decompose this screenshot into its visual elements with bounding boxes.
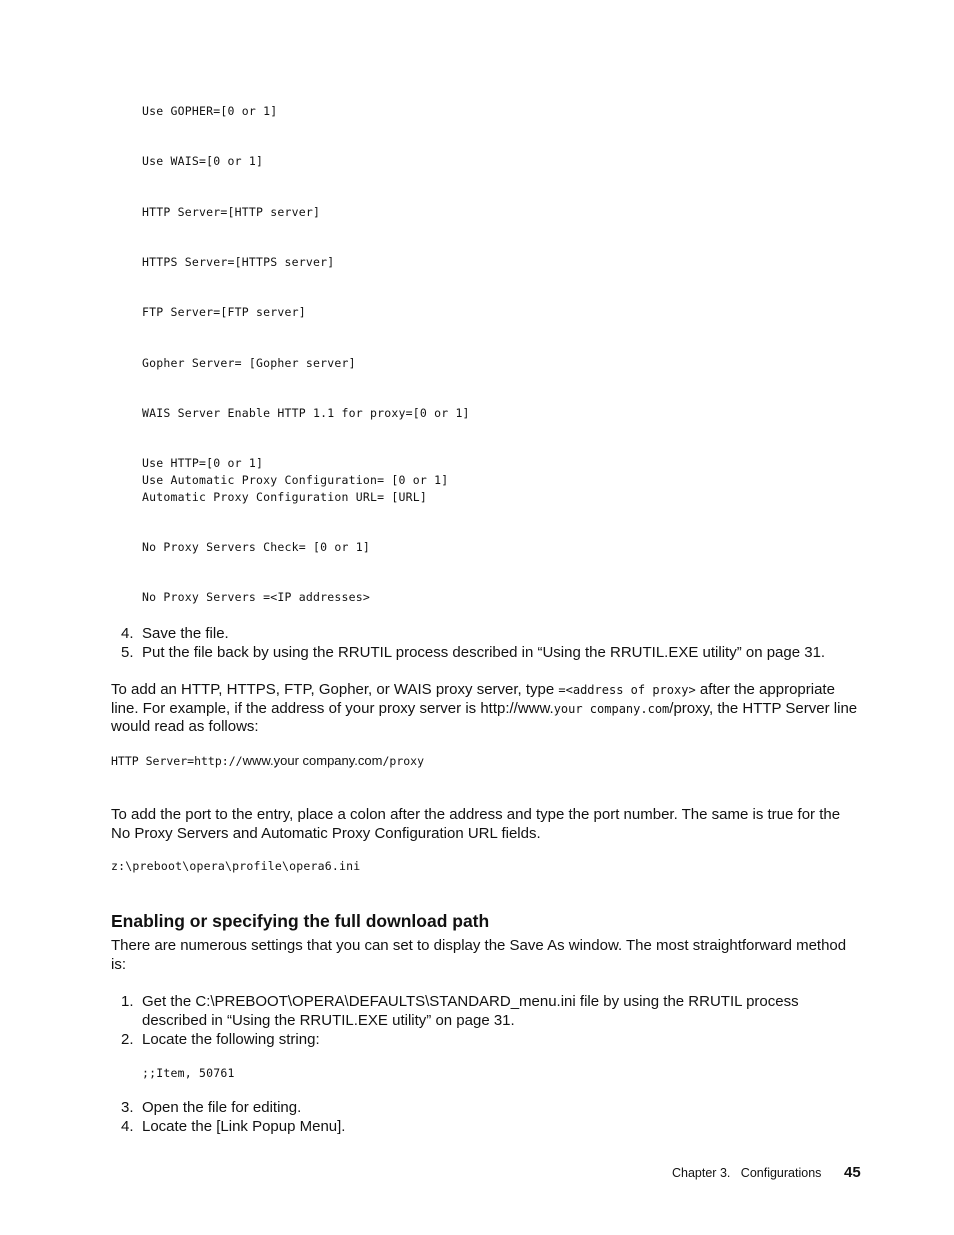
list-item xyxy=(111,643,871,662)
list-item xyxy=(111,1030,863,1049)
step-number: 4. xyxy=(121,1118,134,1135)
footer-chapter: Chapter 3. Configurations xyxy=(672,1166,822,1180)
step-number: 3. xyxy=(121,1099,134,1116)
code-line-gopher-server: Gopher Server= [Gopher server] xyxy=(142,356,356,370)
step-text: Open the file for editing. xyxy=(142,1099,302,1116)
step-text: Locate the [Link Popup Menu]. xyxy=(142,1118,346,1135)
step-text: Get the C:\PREBOOT\OPERA\DEFAULTS\STANDARD_menu.ini file by using the RRUTIL process described in “Using the RRUTIL.EXE utility” on page 31. xyxy=(142,993,799,1029)
example-http-server-line xyxy=(111,752,424,770)
code-line-use-auto-proxy: Use Automatic Proxy Configuration= [0 or 1] xyxy=(142,473,449,487)
code-line-no-proxy-servers: No Proxy Servers =<IP addresses> xyxy=(142,590,370,604)
steps-list-a xyxy=(111,624,871,662)
code-line-ftp-server: FTP Server=[FTP server] xyxy=(142,305,306,319)
text-run: /proxy, the HTTP Server line would read as follows: xyxy=(111,699,858,735)
text-run: www.your company.com xyxy=(242,753,383,768)
code-path-opera6-ini: z:\preboot\opera\profile\opera6.ini xyxy=(111,859,361,873)
code-line-use-http: Use HTTP=[0 or 1] xyxy=(142,456,264,470)
paragraph-port: To add the port to the entry, place a colon after the address and type the port number. The same is true for the No Proxy Servers and Automatic Proxy Configuration URL fields. xyxy=(111,806,841,842)
code-line-wais-server: WAIS Server Enable HTTP 1.1 for proxy=[0 or 1] xyxy=(142,406,470,420)
step-number: 1. xyxy=(121,993,134,1010)
code-line-https-server: HTTPS Server=[HTTPS server] xyxy=(142,255,335,269)
page-number: 45 xyxy=(844,1164,861,1181)
inline-code: =<address of proxy> xyxy=(558,683,696,697)
inline-code: HTTP Server=http:// xyxy=(111,754,243,768)
code-line-http-server: HTTP Server=[HTTP server] xyxy=(142,205,321,219)
code-line-use-gopher: Use GOPHER=[0 or 1] xyxy=(142,104,278,118)
step-text: Put the file back by using the RRUTIL process described in “Using the RRUTIL.EXE utility” on page 31. xyxy=(142,644,826,661)
text-run: after the appropriate line. For example, if the address of your proxy server is http://www. xyxy=(111,681,835,717)
text-run: To add an HTTP, HTTPS, FTP, Gopher, or WAIS proxy server, type xyxy=(111,681,559,698)
step-number: 5. xyxy=(121,644,134,661)
code-line-use-wais: Use WAIS=[0 or 1] xyxy=(142,154,264,168)
step-text: Save the file. xyxy=(142,625,229,642)
list-item xyxy=(111,1117,863,1136)
list-item xyxy=(111,1098,863,1117)
steps-list-c xyxy=(111,1098,863,1136)
step-number: 4. xyxy=(121,625,134,642)
code-line-auto-proxy-url: Automatic Proxy Configuration URL= [URL] xyxy=(142,490,427,504)
inline-code: your company.com xyxy=(553,701,670,716)
paragraph-proxy-server xyxy=(111,681,863,737)
code-item-string: ;;Item, 50761 xyxy=(142,1066,235,1080)
section-heading: Enabling or specifying the full download path xyxy=(111,911,490,931)
list-item xyxy=(111,624,871,643)
step-number: 2. xyxy=(121,1031,134,1048)
code-line-no-proxy-check: No Proxy Servers Check= [0 or 1] xyxy=(142,540,370,554)
inline-code: /proxy xyxy=(382,754,425,768)
steps-list-b xyxy=(111,992,863,1049)
step-text: Locate the following string: xyxy=(142,1031,320,1048)
list-item xyxy=(111,992,863,1030)
paragraph-save-as: There are numerous settings that you can set to display the Save As window. The most straightforward method is: xyxy=(111,937,847,973)
